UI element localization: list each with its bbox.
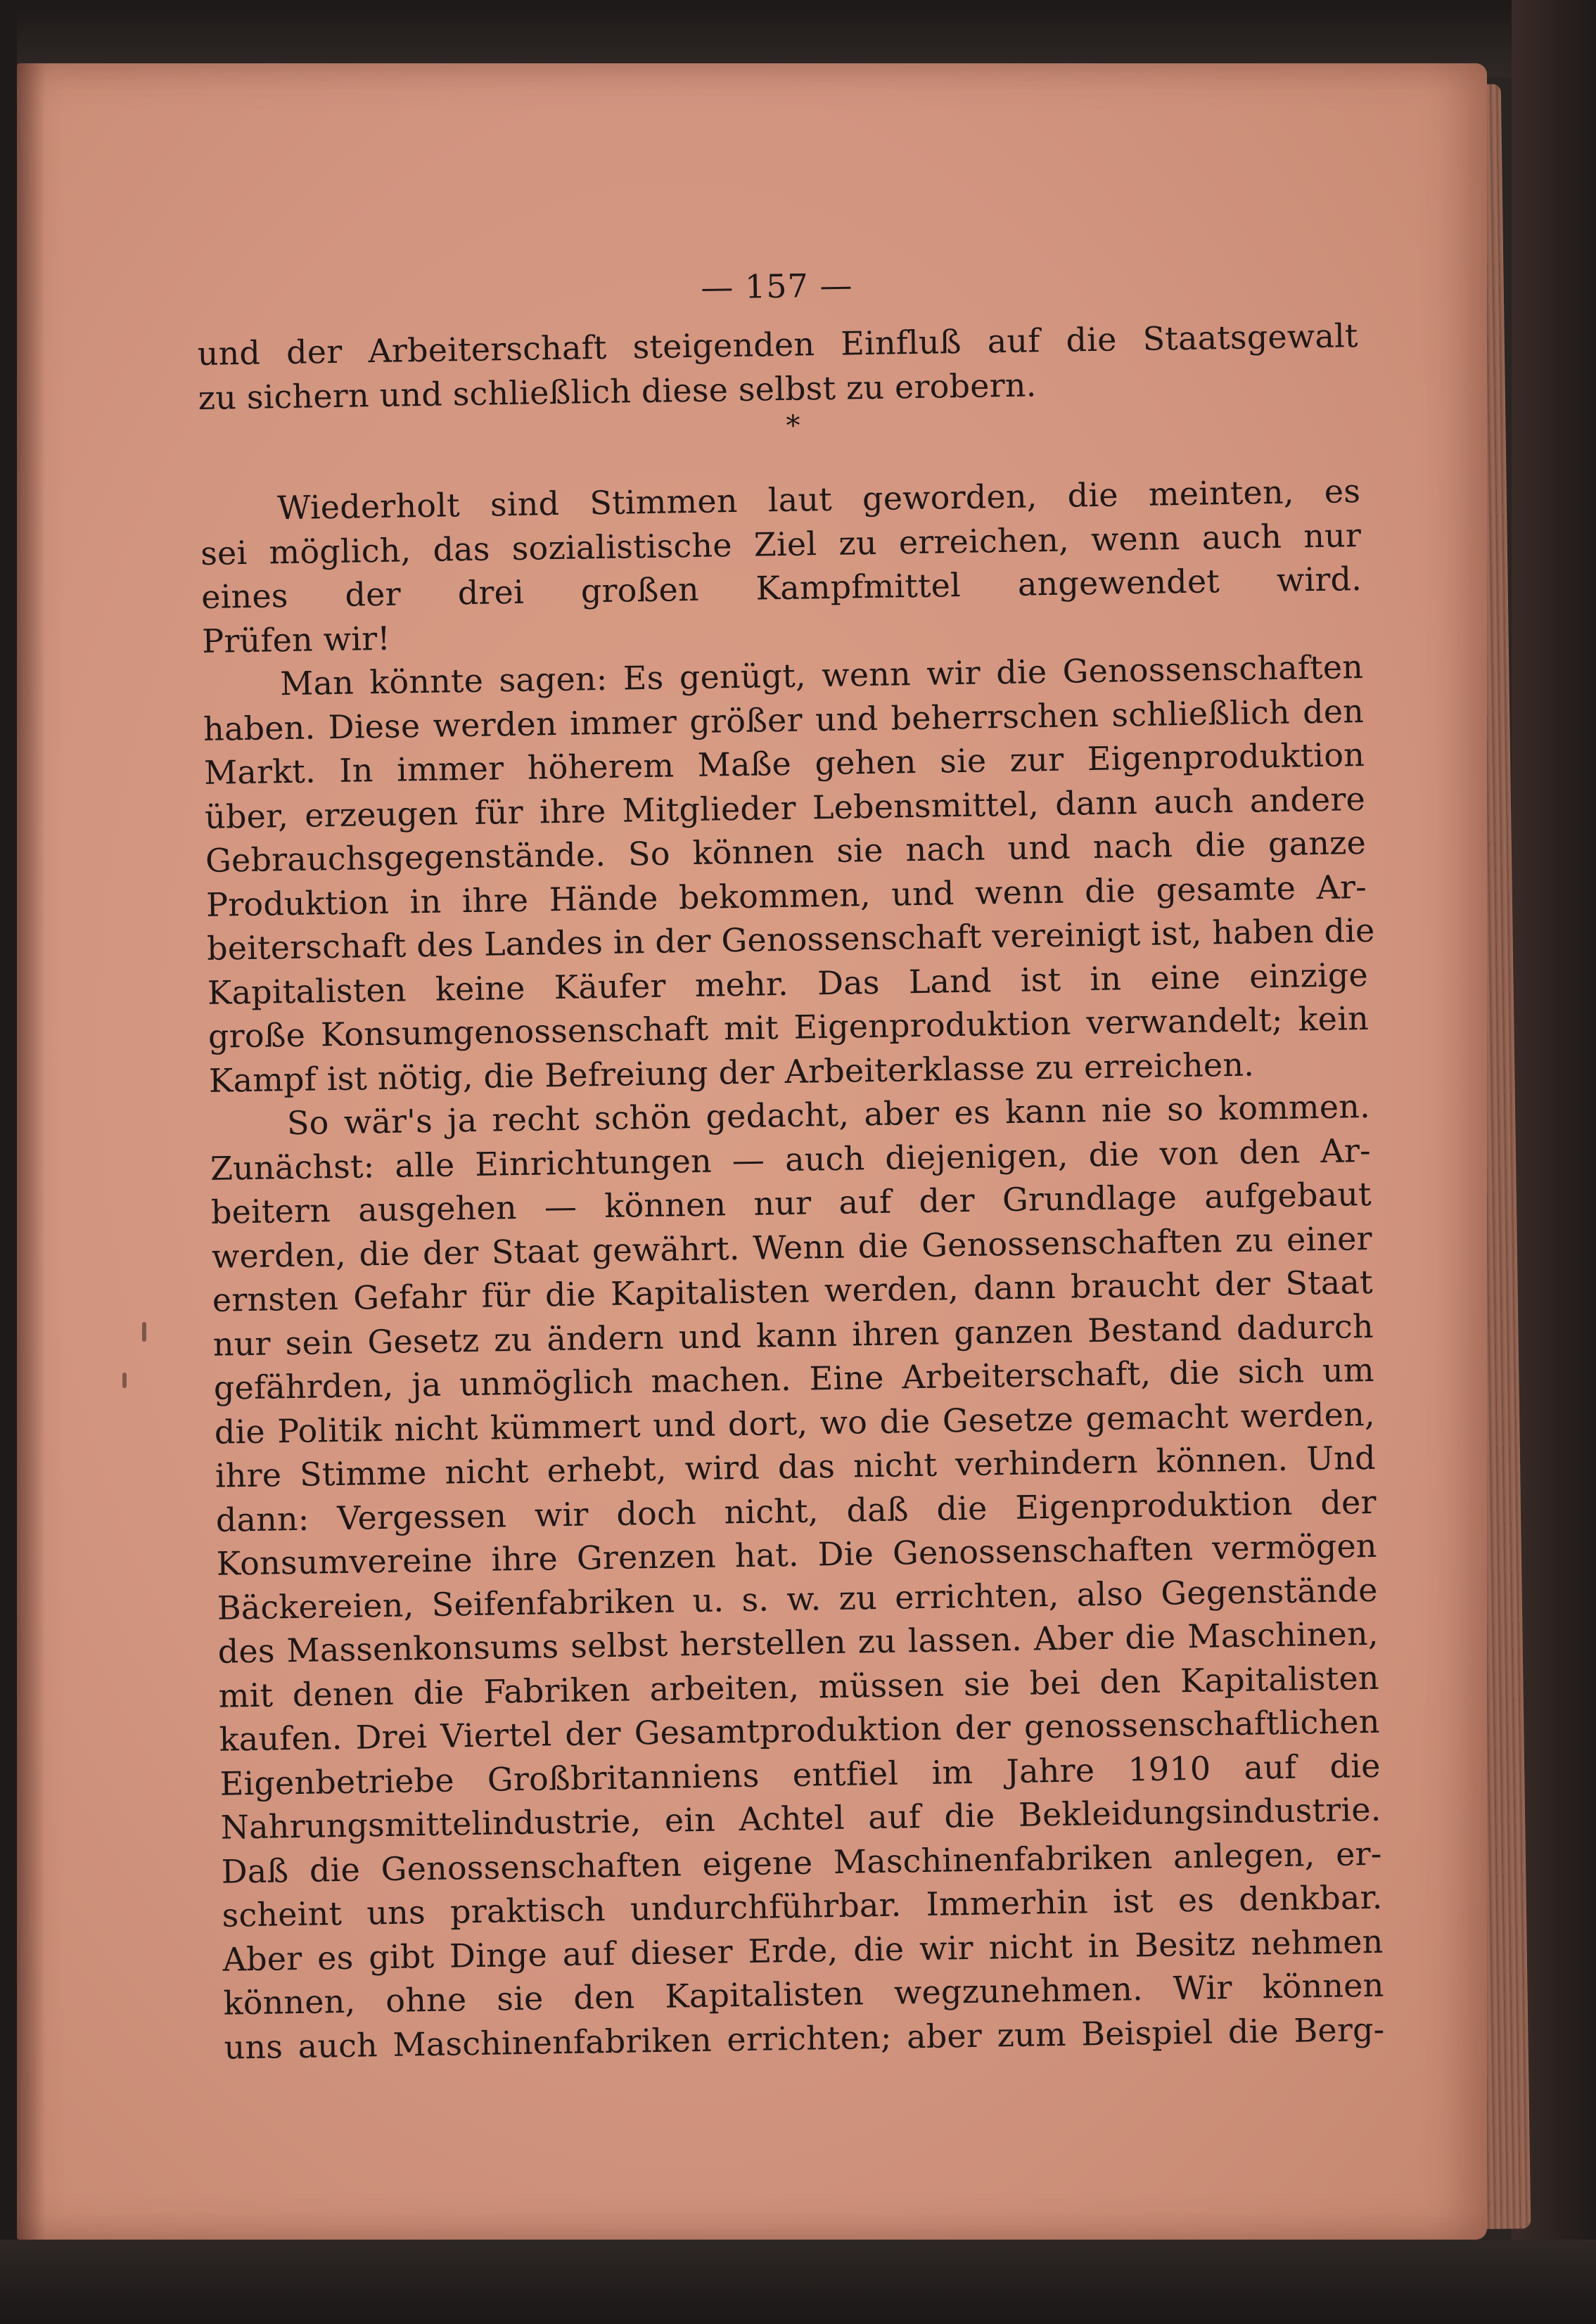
text-line: Zunächst: alle Einrichtungen — auch diejenigen, die von den Ar-	[210, 1131, 1372, 1188]
text-line: sei möglich, das sozialistische Ziel zu erreichen, wenn auch nur	[200, 515, 1362, 572]
text-line: Kapitalisten keine Käufer mehr. Das Land ist in eine einzige	[207, 955, 1369, 1012]
text-line: die Politik nicht kümmert und dort, wo die Gesetze gemacht werden,	[214, 1394, 1376, 1451]
text-line: Prüfen wir!	[201, 619, 391, 660]
page-number: — 157 —	[700, 266, 853, 307]
text-line: Eigenbetriebe Großbritanniens entfiel im Jahre 1910 auf die	[219, 1746, 1381, 1803]
ink-smudge	[142, 1322, 146, 1342]
text-line: können, ohne sie den Kapitalisten wegzunehmen. Wir können	[223, 1965, 1384, 2022]
text-line: uns auch Maschinenfabriken errichten; aber zum Beispiel die Berg-	[224, 2010, 1385, 2067]
text-line: über, erzeugen für ihre Mitglieder Lebensmittel, dann auch andere	[204, 779, 1366, 836]
text-line: scheint uns praktisch undurchführbar. Immerhin ist es denkbar.	[222, 1877, 1383, 1934]
scan-background-left	[0, 0, 17, 2324]
page-gutter-shadow	[17, 63, 45, 2240]
text-line: Markt. In immer höherem Maße gehen sie zur Eigenproduktion	[203, 735, 1365, 792]
text-line: Kampf ist nötig, die Befreiung der Arbeiterklasse zu erreichen.	[208, 1045, 1255, 1100]
text-line: Wiederholt sind Stimmen laut geworden, die meinten, es	[276, 472, 1361, 527]
text-line: Daß die Genossenschaften eigene Maschinenfabriken anlegen, er-	[221, 1834, 1382, 1891]
text-line: So wär's ja recht schön gedacht, aber es kann nie so kommen.	[286, 1086, 1371, 1143]
text-line: des Massenkonsums selbst herstellen zu lassen. Aber die Maschinen,	[217, 1614, 1379, 1671]
text-line: mit denen die Fabriken arbeiten, müssen sie bei den Kapitalisten	[218, 1658, 1379, 1715]
text-line: große Konsumgenossenschaft mit Eigenproduktion verwandelt; kein	[208, 999, 1370, 1055]
text-line: zu sichern und schließlich diese selbst zu erobern.	[198, 365, 1037, 417]
text-line: beiterschaft des Landes in der Genossenschaft vereinigt ist, haben die	[206, 911, 1375, 968]
section-separator: *	[786, 409, 800, 442]
text-line: Gebrauchsgegenstände. So können sie nach und nach die ganze	[205, 823, 1367, 880]
text-line: eines der drei großen Kampfmittel angewendet wird.	[200, 560, 1362, 616]
text-line: beitern ausgehen — können nur auf der Grundlage aufgebaut	[210, 1174, 1372, 1231]
text-line: Konsumvereine ihre Grenzen hat. Die Genossenschaften vermögen	[216, 1526, 1378, 1583]
text-line: Bäckereien, Seifenfabriken u. s. w. zu errichten, also Gegenstände	[217, 1570, 1379, 1627]
text-line: Aber es gibt Dinge auf dieser Erde, die wir nicht in Besitz nehmen	[222, 1922, 1384, 1979]
text-line: werden, die der Staat gewährt. Wenn die Genossenschaften zu einer	[211, 1219, 1373, 1276]
text-line: ernsten Gefahr für die Kapitalisten werden, dann braucht der Staat	[212, 1262, 1374, 1319]
text-line: kaufen. Drei Viertel der Gesamtproduktion der genossenschaftlichen	[219, 1702, 1380, 1759]
book-page	[17, 63, 1487, 2240]
text-line: haben. Diese werden immer größer und beherrschen schließlich den	[203, 691, 1365, 748]
text-line: ihre Stimme nicht erhebt, wird das nicht verhindern können. Und	[215, 1438, 1377, 1495]
scan-background-bottom	[0, 2240, 1596, 2324]
text-line: dann: Vergessen wir doch nicht, daß die Eigenproduktion der	[215, 1482, 1377, 1539]
ink-smudge	[122, 1373, 127, 1388]
text-line: nur sein Gesetz zu ändern und kann ihren ganzen Bestand dadurch	[212, 1307, 1374, 1363]
text-line: gefährden, ja unmöglich machen. Eine Arbeiterschaft, die sich um	[213, 1350, 1375, 1407]
text-line: Man könnte sagen: Es genügt, wenn wir die Genossenschaften	[279, 648, 1364, 703]
text-line: Produktion in ihre Hände bekommen, und wenn die gesamte Ar-	[205, 867, 1367, 924]
text-line: und der Arbeiterschaft steigenden Einfluß auf die Staatsgewalt	[197, 316, 1358, 373]
page-text-block	[196, 256, 1385, 2069]
text-line: Nahrungsmittelindustrie, ein Achtel auf die Bekleidungsindustrie.	[220, 1790, 1381, 1847]
